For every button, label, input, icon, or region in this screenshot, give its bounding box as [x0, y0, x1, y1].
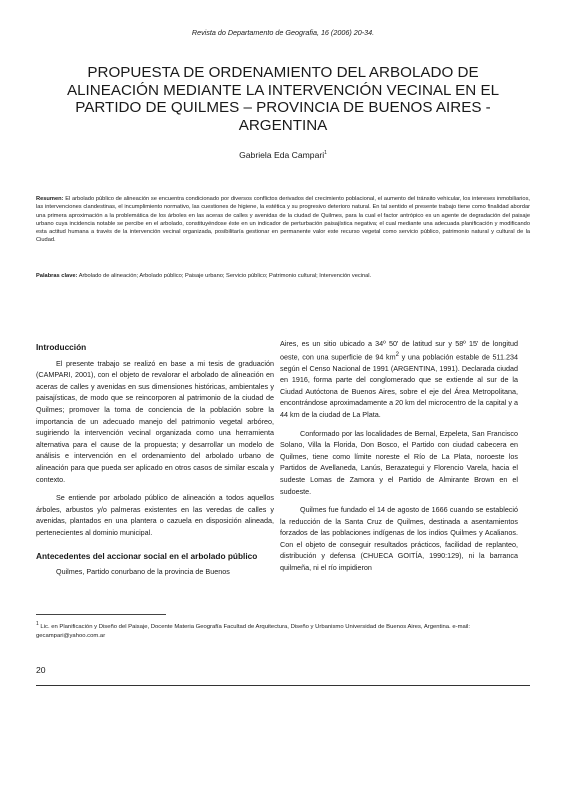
right-column	[280, 338, 518, 574]
footnote	[36, 620, 530, 641]
paragraph: El presente trabajo se realizó en base a mi tesis de graduación (CAMPARI, 2001), con el objeto de revalorar el arbolado de alineación en aceras de calles y avenidas en sus dimensiones históricas, ambientales y paisajísticas, de modo que se reincorporen al patrimonio de la ciudad de Quilmes; promover la toma de conciencia de la población sobre la importancia de un adecuado manejo del patrimonio vegetal arbóreo, sugiriendo la intervención vecinal organizada como una herramienta alternativa para el cause de la propuesta; y desarrollar un modelo de análisis e intervención en el ordenamiento del arbolado urbano de alineación para que pueda ser aplicado en otros casos de similar escala y contexto.	[36, 358, 274, 484]
section-heading-introduccion: Introducción	[36, 342, 87, 352]
left-column	[36, 338, 274, 578]
abstract-label: Resumen:	[36, 196, 64, 202]
author-line	[0, 150, 566, 160]
abstract	[36, 195, 530, 245]
paragraph-text: y una población estable de 511.234 según el Censo Nacional de 1991 (ARGENTINA, 1991). Declarada ciudad en 1916, forma parte del conglomerado que se extiende al sur de la Ciudad Autóctona de Buenos Aires, sobre el eje del Área Metropolitana, encontrándose aproximadamente a 20 km del microcentro de la capital y a 44 km de la ciudad de La Plata.	[280, 351, 518, 419]
abstract-text: El arbolado público de alineación se encuentra condicionado por diversos conflictos derivados del crecimiento poblacional, el aumento del tránsito vehicular, los intereses inmobiliarios, las intervenciones clandestinas, el incumplimiento normativo, las cuestiones de higiene, la estética y su progresivo deterioro natural. En tal sentido el presente trabajo tiene como finalidad abordar una primera aproximación a la problemática de los árboles en las aceras de calles y avenidas de la ciudad de Quilmes, para la cual el factor antrópico es un agente de degradación del paisaje urbano cuya incidencia notable se percibe en el arbolado, constituyéndose éste en un indicador de perturbación paisajística negativa; el cual mediante una adecuada planificación y modificando esta actitud humana a través de la intervención vecinal organizada, posibilitaría gestionar en permanente valor este recurso vegetal como servicio público, patrimonio natural y cultural de la Ciudad.	[36, 196, 530, 244]
bottom-rule	[36, 685, 530, 686]
paragraph	[280, 338, 518, 421]
journal-header: Revista do Departamento de Geografia, 16 (2006) 20-34.	[191, 28, 375, 37]
author-footnote-mark: 1	[324, 150, 327, 157]
keywords	[36, 272, 530, 280]
superscript: 2	[395, 351, 399, 358]
keywords-label: Palabras clave:	[36, 273, 78, 279]
paragraph: Quilmes fue fundado el 14 de agosto de 1666 cuando se estableció la reducción de la Santa Cruz de Quilmes, destinada a asentamientos forzados de las poblaciones indígenas de los indios Quilmes y Acalianos. Con el objeto de conseguir resultados prácticos, facilidad de replanteo, distribución y defensa (CHUECA GOITÍA, 1990:129), ni la barranca quilmeña, ni el río impidieron	[280, 505, 518, 573]
footnote-divider	[36, 614, 166, 615]
paragraph-text: Aires, es un sitio ubicado a 34º 50' de latitud sur y 58º 15' de longitud oeste, con una superficie de 94 km	[280, 339, 518, 361]
paragraph: Quilmes, Partido conurbano de la provincia de Buenos	[56, 567, 230, 577]
section-heading-antecedentes: Antecedentes del accionar social en el arbolado público	[36, 550, 258, 561]
author-name: Gabriela Eda Campari	[239, 150, 325, 160]
paragraph: Se entiende por arbolado público de alineación a todos aquellos árboles, arbustos y/o palmeras existentes en las veredas de calles y avenidas, plantados en una plantera o cazuela en disposición alineada, pertenecientes al dominio municipal.	[36, 493, 274, 537]
footnote-text: Lic. en Planificación y Diseño del Paisaje, Docente Materia Geografía Facultad de Arquitectura, Diseño y Urbanismo Universidad de Buenos Aires, Argentina. e-mail: gecampari@yahoo.com.ar	[36, 623, 471, 639]
page-number: 20	[36, 665, 46, 675]
footnote-mark: 1	[36, 621, 39, 627]
keywords-text: Arbolado de alineación; Arbolado público; Paisaje urbano; Servicio público; Patrimonio cultural; Intervención vecinal.	[78, 273, 372, 279]
paragraph: Conformado por las localidades de Bernal, Ezpeleta, San Francisco Solano, Villa la Florida, Don Bosco, el Partido con ciudad cabecera en Quilmes, tiene como límite noreste el Río de La Plata, noroeste los Partidos de Avellaneda, Lanús, Berazategui y Florencio Varela, hacia el sudeste Lomas de Zamora y el Partido de Almirante Brown en el sudoeste.	[280, 428, 518, 496]
paper-title: PROPUESTA DE ORDENAMIENTO DEL ARBOLADO DE ALINEACIÓN MEDIANTE LA INTERVENCIÓN VECINAL EN EL PARTIDO DE QUILMES – PROVINCIA DE BUENOS AIRES - ARGENTINA	[66, 64, 500, 134]
